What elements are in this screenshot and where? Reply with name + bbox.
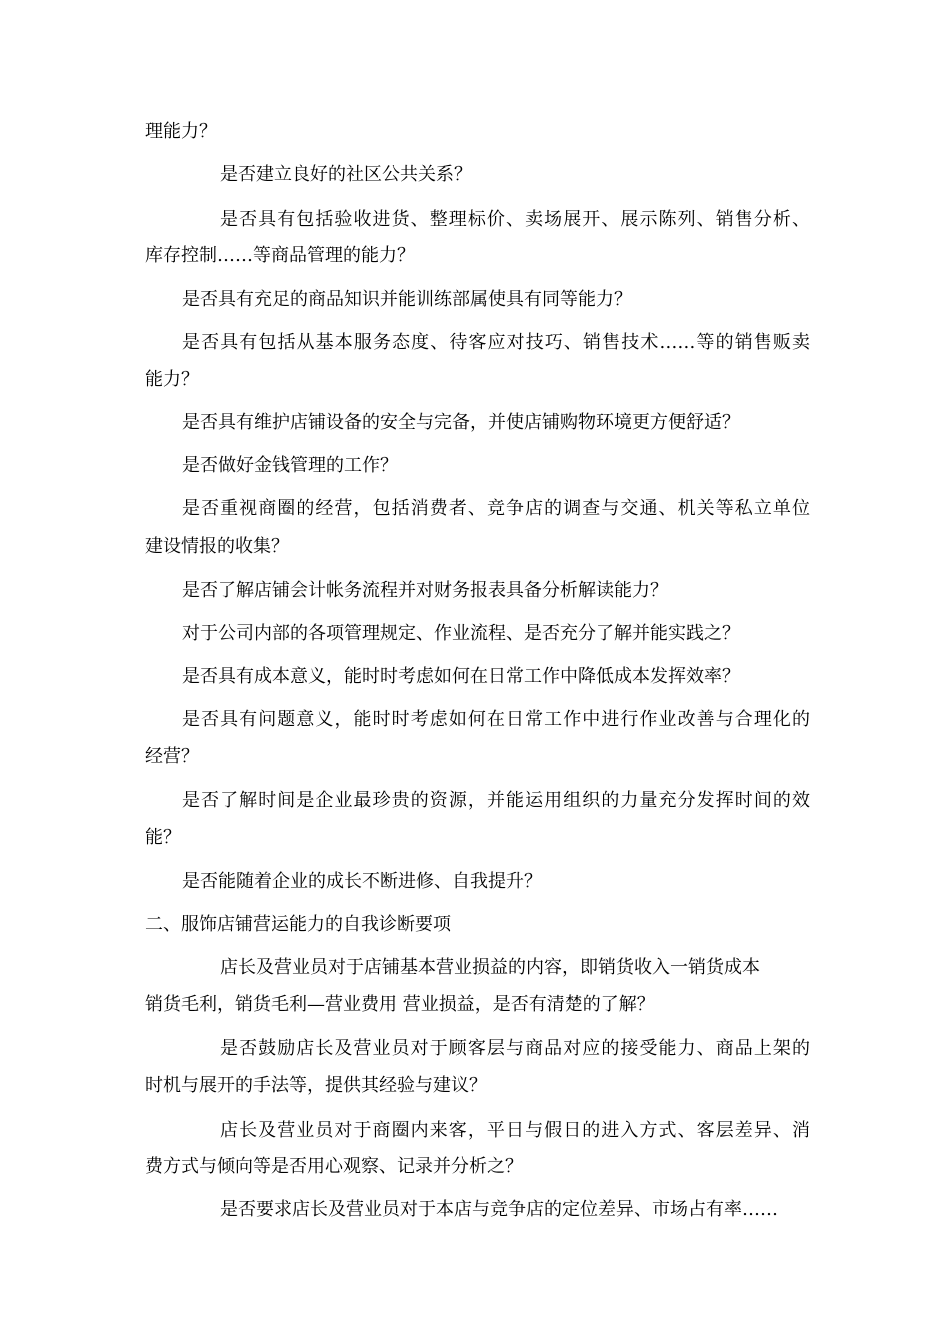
text-line: 时机与展开的手法等，提供其经验与建议？ <box>145 1075 487 1096</box>
text-line: 对于公司内部的各项管理规定、作业流程、是否充分了解并能实践之？ <box>182 623 740 644</box>
text-line: 是否了解店铺会计帐务流程并对财务报表具备分析解读能力？ <box>182 580 668 601</box>
section-heading: 二、服饰店铺营运能力的自我诊断要项 <box>145 914 451 935</box>
text-line: 理能力？ <box>145 121 217 142</box>
text-line: 是否能随着企业的成长不断进修、自我提升？ <box>182 871 542 892</box>
text-line: 是否具有维护店铺设备的安全与完备，并使店铺购物环境更方便舒适？ <box>182 412 740 433</box>
text-line: 是否具有包括从基本服务态度、待客应对技巧、销售技术……等的销售贩卖 <box>182 332 810 353</box>
text-line: 是否鼓励店长及营业员对于顾客层与商品对应的接受能力、商品上架的 <box>220 1038 810 1059</box>
text-line: 建设情报的收集？ <box>145 536 289 557</box>
text-line: 是否具有包括验收进货、整理标价、卖场展开、展示陈列、销售分析、 <box>220 209 810 230</box>
text-line: 经营？ <box>145 746 199 767</box>
text-line: 是否要求店长及营业员对于本店与竞争店的定位差异、市场占有率…… <box>220 1199 778 1220</box>
text-line: 店长及营业员对于店铺基本营业损益的内容，即销货收入一销货成本 <box>220 957 760 978</box>
text-line: 销货毛利，销货毛利—营业费用 营业损益，是否有清楚的了解？ <box>145 994 655 1015</box>
text-line: 店长及营业员对于商圈内来客，平日与假日的进入方式、客层差异、消 <box>220 1120 810 1141</box>
text-line: 库存控制……等商品管理的能力？ <box>145 245 415 266</box>
text-line: 费方式与倾向等是否用心观察、记录并分析之？ <box>145 1156 523 1177</box>
text-line: 是否了解时间是企业最珍贵的资源，并能运用组织的力量充分发挥时间的效 <box>182 790 810 811</box>
text-line: 是否具有成本意义，能时时考虑如何在日常工作中降低成本发挥效率？ <box>182 666 740 687</box>
text-line: 是否建立良好的社区公共关系？ <box>220 164 472 185</box>
text-line: 能力？ <box>145 369 199 390</box>
text-line: 是否具有问题意义，能时时考虑如何在日常工作中进行作业改善与合理化的 <box>182 709 810 730</box>
text-line: 是否重视商圈的经营，包括消费者、竞争店的调查与交通、机关等私立单位 <box>182 498 810 519</box>
text-line: 是否具有充足的商品知识并能训练部属使具有同等能力？ <box>182 289 632 310</box>
text-line: 是否做好金钱管理的工作？ <box>182 455 398 476</box>
text-line: 能？ <box>145 827 181 848</box>
